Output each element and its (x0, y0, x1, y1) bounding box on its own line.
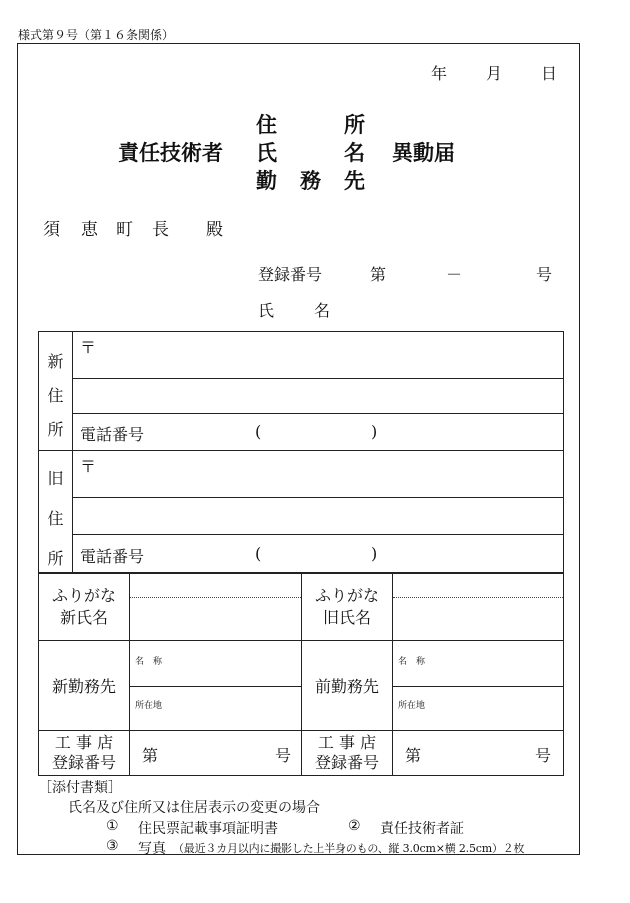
title-workplace-char-2: 務 (300, 168, 321, 193)
old-phone-paren-close: ) (371, 544, 378, 563)
applicant-name-char-2: 名 (314, 301, 331, 320)
new-name-furigana-field[interactable] (130, 573, 301, 598)
old-postal-mark: 〒 (80, 457, 97, 476)
old-phone-label: 電話番号 (80, 547, 145, 566)
date-day-label: 日 (541, 64, 558, 83)
new-contractor-dai: 第 (142, 746, 159, 765)
new-contractor-go: 号 (274, 746, 291, 765)
old-phone-paren-open: ( (255, 544, 262, 563)
addressee-char-2: 恵 (81, 220, 98, 240)
new-phone-paren-close: ) (371, 422, 378, 441)
old-address-table (38, 450, 564, 574)
registration-dash: － (446, 265, 463, 284)
attachment-3-number: ③ (106, 838, 119, 854)
new-contractor-label-cell (39, 731, 130, 776)
attachment-1-text: 住民票記載事項証明書 (138, 821, 278, 837)
attachment-3-note: （最近３カ月以内に撮影した上半身のもの、縦 3.0cm×横 2.5cm）２枚 (173, 842, 525, 855)
old-name-furigana-label: ふりがな (314, 585, 379, 605)
old-phone-row[interactable] (73, 535, 564, 574)
new-address-side-char-2: 住 (47, 386, 64, 405)
old-address-side-label (39, 451, 73, 574)
prev-workplace-location-label: 所在地 (398, 701, 426, 711)
title-workplace-char-3: 先 (344, 168, 365, 193)
new-address-line-1[interactable] (73, 332, 564, 379)
form-number: 様式第９号（第１６条関係） (18, 28, 175, 42)
new-name-furigana-label: ふりがな (51, 585, 116, 605)
prev-workplace-name-label: 名 称 (398, 657, 426, 667)
prev-workplace-label-cell (302, 641, 393, 731)
new-address-side-char-1: 新 (47, 352, 64, 371)
new-workplace-location-label: 所在地 (135, 701, 163, 711)
prev-workplace-location-field[interactable] (393, 687, 564, 731)
new-workplace-location-field[interactable] (130, 687, 302, 731)
old-address-line-1[interactable] (73, 451, 564, 498)
title-responsible-engineer: 責任技術者 (118, 140, 223, 165)
new-workplace-label-cell (39, 641, 130, 731)
old-name-input[interactable] (393, 573, 564, 641)
prev-workplace-label: 前勤務先 (314, 677, 379, 696)
new-phone-paren-open: ( (255, 422, 262, 441)
title-workplace-char-1: 勤 (256, 168, 277, 193)
old-address-side-char-3: 所 (47, 549, 64, 568)
addressee-honorific: 殿 (206, 220, 223, 240)
applicant-name-char-1: 氏 (258, 301, 275, 320)
old-address-side-char-1: 旧 (47, 469, 64, 488)
old-name-label-cell (302, 573, 393, 641)
new-name-input[interactable] (130, 573, 302, 641)
date-month-label: 月 (486, 64, 503, 83)
prev-workplace-name-field[interactable] (393, 641, 564, 687)
new-contractor-number-field[interactable] (130, 731, 302, 776)
registration-number-label: 登録番号 (258, 265, 323, 284)
attachment-2-text: 責任技術者証 (380, 821, 464, 837)
details-table (38, 572, 564, 776)
new-workplace-label: 新勤務先 (51, 677, 116, 696)
new-name-label-cell (39, 573, 130, 641)
prev-contractor-label-1: 工 事 店 (317, 733, 377, 752)
prev-contractor-go: 号 (534, 746, 551, 765)
title-name-char-1: 氏 (256, 140, 277, 165)
attachments-condition: 氏名及び住所又は住居表示の変更の場合 (68, 800, 320, 816)
addressee-char-4: 長 (152, 220, 169, 240)
title-change-notice: 異動届 (392, 140, 455, 165)
prev-contractor-dai: 第 (405, 746, 422, 765)
title-address-char-1: 住 (256, 112, 277, 137)
attachment-2-number: ② (348, 818, 361, 834)
prev-contractor-label-cell (302, 731, 393, 776)
old-name-label: 旧氏名 (322, 607, 371, 627)
attachment-1-number: ① (106, 818, 119, 834)
attachment-3-text: 写真 (138, 841, 166, 857)
new-contractor-label-1: 工 事 店 (54, 733, 114, 752)
prev-contractor-label-2: 登録番号 (314, 753, 379, 772)
new-phone-label: 電話番号 (80, 425, 145, 444)
old-address-side-char-2: 住 (47, 509, 64, 528)
date-year-label: 年 (431, 64, 448, 83)
addressee-char-1: 須 (43, 220, 60, 240)
new-address-line-2[interactable] (73, 379, 564, 414)
new-name-label: 新氏名 (59, 607, 108, 627)
new-address-side-label (39, 332, 73, 451)
old-name-furigana-field[interactable] (393, 573, 563, 598)
new-address-table (38, 331, 564, 451)
registration-dai: 第 (370, 265, 387, 284)
addressee-char-3: 町 (116, 220, 133, 240)
new-workplace-name-field[interactable] (130, 641, 302, 687)
new-phone-row[interactable] (73, 414, 564, 451)
new-postal-mark: 〒 (80, 338, 97, 357)
new-address-side-char-3: 所 (47, 420, 64, 439)
attachments-header: ［添付書類］ (38, 780, 122, 796)
prev-contractor-number-field[interactable] (393, 731, 564, 776)
title-name-char-2: 名 (344, 140, 365, 165)
new-workplace-name-label: 名 称 (135, 657, 163, 667)
new-contractor-label-2: 登録番号 (51, 753, 116, 772)
old-address-line-2[interactable] (73, 498, 564, 535)
title-address-char-2: 所 (344, 112, 365, 137)
registration-go: 号 (536, 265, 553, 284)
